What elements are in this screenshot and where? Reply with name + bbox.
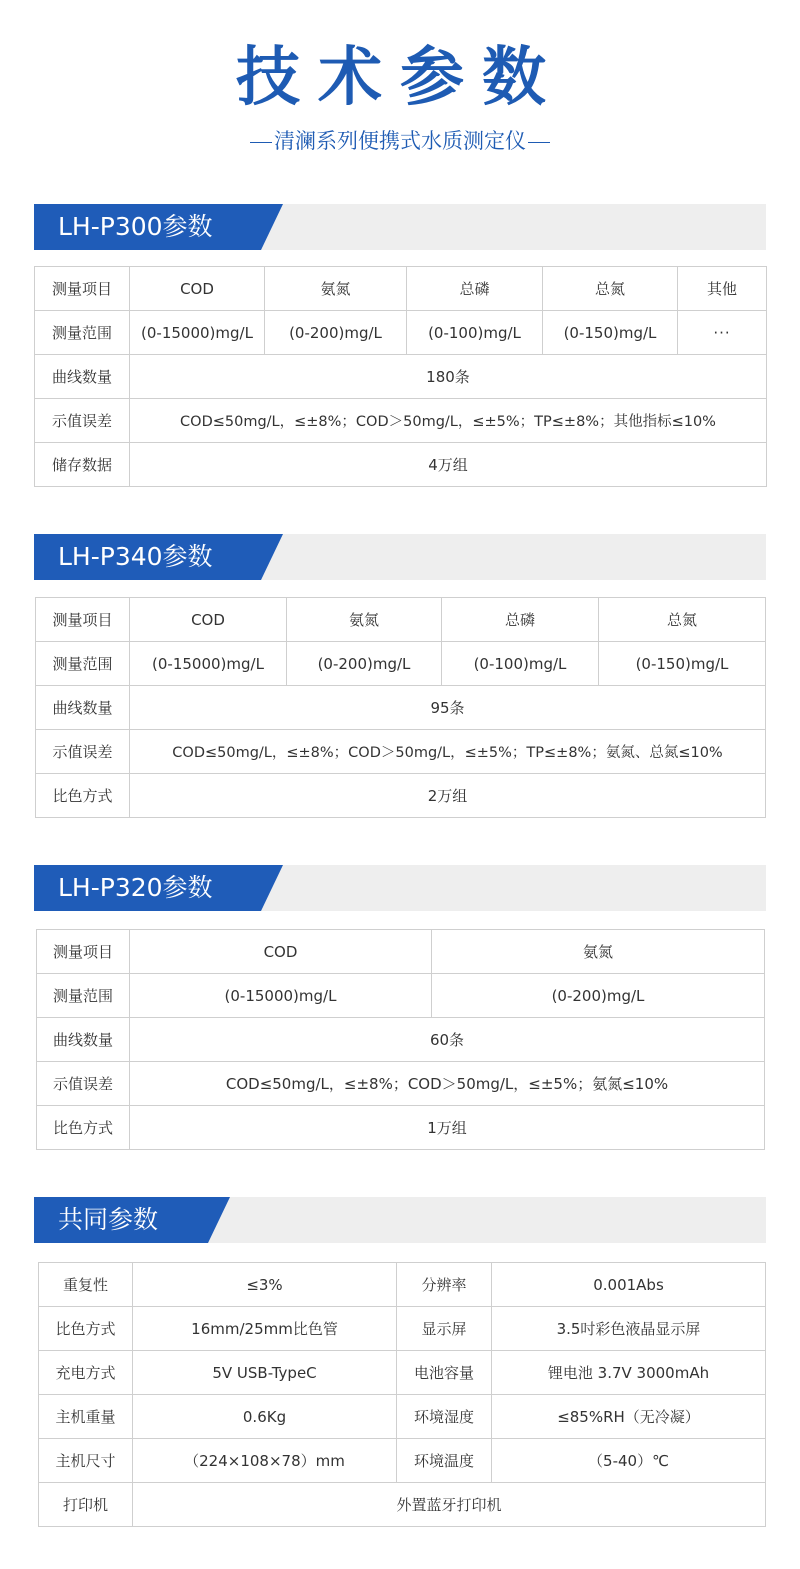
spec-table-p340: [35, 597, 766, 818]
table-cell: 1万组: [130, 1106, 765, 1150]
table-cell: (0-200)mg/L: [265, 311, 407, 355]
table-cell: 0.001Abs: [492, 1263, 766, 1307]
table-row: [36, 774, 766, 818]
subtitle-dash-right: [528, 142, 550, 143]
table-cell: 0.6Kg: [133, 1395, 397, 1439]
row-label: 比色方式: [39, 1307, 133, 1351]
table-row: [37, 1062, 765, 1106]
section-p300: [34, 204, 766, 487]
table-row: [36, 686, 766, 730]
table-cell: 锂电池 3.7V 3000mAh: [492, 1351, 766, 1395]
table-cell: COD: [130, 598, 287, 642]
row-label: 主机尺寸: [39, 1439, 133, 1483]
table-cell: (0-15000)mg/L: [130, 311, 265, 355]
table-cell: 2万组: [130, 774, 766, 818]
row-label: 重复性: [39, 1263, 133, 1307]
table-cell: ···: [678, 311, 767, 355]
table-cell: 氨氮: [287, 598, 442, 642]
table-row: [39, 1351, 766, 1395]
row-label: 打印机: [39, 1483, 133, 1527]
table-row: [39, 1439, 766, 1483]
table-cell: 氨氮: [432, 930, 765, 974]
row-label: 曲线数量: [37, 1018, 130, 1062]
table-row: [39, 1483, 766, 1527]
section-banner: [34, 1197, 766, 1243]
table-cell: COD: [130, 930, 432, 974]
table-cell: 其他: [678, 267, 767, 311]
table-cell: 5V USB-TypeC: [133, 1351, 397, 1395]
row-label: 分辨率: [397, 1263, 492, 1307]
section-title: LH-P300参数: [58, 212, 213, 241]
table-cell: 氨氮: [265, 267, 407, 311]
table-cell: 总氮: [599, 598, 766, 642]
row-label: 环境温度: [397, 1439, 492, 1483]
table-row: [36, 598, 766, 642]
row-label: 测量范围: [37, 974, 130, 1018]
table-cell: 16mm/25mm比色管: [133, 1307, 397, 1351]
section-title: 共同参数: [58, 1205, 159, 1234]
table-row: [37, 974, 765, 1018]
row-label: 示值误差: [36, 730, 130, 774]
table-row: [36, 730, 766, 774]
row-label: 主机重量: [39, 1395, 133, 1439]
table-cell: (0-200)mg/L: [432, 974, 765, 1018]
table-cell: 180条: [130, 355, 767, 399]
row-label: 储存数据: [35, 443, 130, 487]
table-cell: 95条: [130, 686, 766, 730]
section-banner: [34, 204, 766, 250]
row-label: 显示屏: [397, 1307, 492, 1351]
section-title: LH-P340参数: [58, 542, 213, 571]
table-cell: COD≤50mg/L，≤±8%；COD＞50mg/L，≤±5%；氨氮≤10%: [130, 1062, 765, 1106]
row-label: 比色方式: [36, 774, 130, 818]
subtitle-text: 清澜系列便携式水质测定仪: [274, 129, 526, 153]
section-title: LH-P320参数: [58, 873, 213, 902]
table-cell: 总氮: [543, 267, 678, 311]
section-banner: [34, 534, 766, 580]
table-row: [35, 267, 767, 311]
table-row: [37, 1106, 765, 1150]
table-cell: （5-40）℃: [492, 1439, 766, 1483]
section-common: [34, 1197, 766, 1527]
row-label: 充电方式: [39, 1351, 133, 1395]
row-label: 示值误差: [35, 399, 130, 443]
section-banner: [34, 865, 766, 911]
table-cell: (0-150)mg/L: [599, 642, 766, 686]
table-row: [36, 642, 766, 686]
row-label: 环境湿度: [397, 1395, 492, 1439]
table-cell: COD: [130, 267, 265, 311]
table-cell: COD≤50mg/L，≤±8%；COD＞50mg/L，≤±5%；TP≤±8%；氨氮、总氮≤10%: [130, 730, 766, 774]
table-cell: (0-15000)mg/L: [130, 974, 432, 1018]
row-label: 测量项目: [35, 267, 130, 311]
table-row: [39, 1263, 766, 1307]
table-row: [37, 1018, 765, 1062]
table-cell: 3.5吋彩色液晶显示屏: [492, 1307, 766, 1351]
table-cell: 4万组: [130, 443, 767, 487]
row-label: 曲线数量: [35, 355, 130, 399]
table-cell: 总磷: [407, 267, 543, 311]
page-title: 技术参数: [236, 41, 564, 115]
table-row: [39, 1395, 766, 1439]
row-label: 测量项目: [36, 598, 130, 642]
table-cell: 总磷: [442, 598, 599, 642]
table-cell: (0-100)mg/L: [407, 311, 543, 355]
table-cell: （224×108×78）mm: [133, 1439, 397, 1483]
row-label: 曲线数量: [36, 686, 130, 730]
row-label: 电池容量: [397, 1351, 492, 1395]
table-cell: ≤85%RH（无冷凝）: [492, 1395, 766, 1439]
row-label: 测量范围: [35, 311, 130, 355]
table-row: [35, 355, 767, 399]
table-cell: COD≤50mg/L，≤±8%；COD＞50mg/L，≤±5%；TP≤±8%；其他指标≤10%: [130, 399, 767, 443]
row-label: 比色方式: [37, 1106, 130, 1150]
spec-table-p320: [36, 929, 765, 1150]
row-label: 测量项目: [37, 930, 130, 974]
table-cell: (0-200)mg/L: [287, 642, 442, 686]
table-cell: (0-100)mg/L: [442, 642, 599, 686]
spec-table-common: [38, 1262, 766, 1527]
table-row: [35, 311, 767, 355]
table-row: [39, 1307, 766, 1351]
table-cell: 外置蓝牙打印机: [133, 1483, 766, 1527]
table-cell: ≤3%: [133, 1263, 397, 1307]
table-row: [35, 399, 767, 443]
table-cell: (0-150)mg/L: [543, 311, 678, 355]
table-row: [37, 930, 765, 974]
subtitle-dash-left: [250, 142, 272, 143]
section-p320: [34, 865, 766, 1150]
page-subtitle: [0, 126, 800, 156]
table-cell: 60条: [130, 1018, 765, 1062]
table-cell: (0-15000)mg/L: [130, 642, 287, 686]
row-label: 示值误差: [37, 1062, 130, 1106]
spec-table-p300: [34, 266, 767, 487]
table-row: [35, 443, 767, 487]
section-p340: [34, 534, 766, 818]
row-label: 测量范围: [36, 642, 130, 686]
